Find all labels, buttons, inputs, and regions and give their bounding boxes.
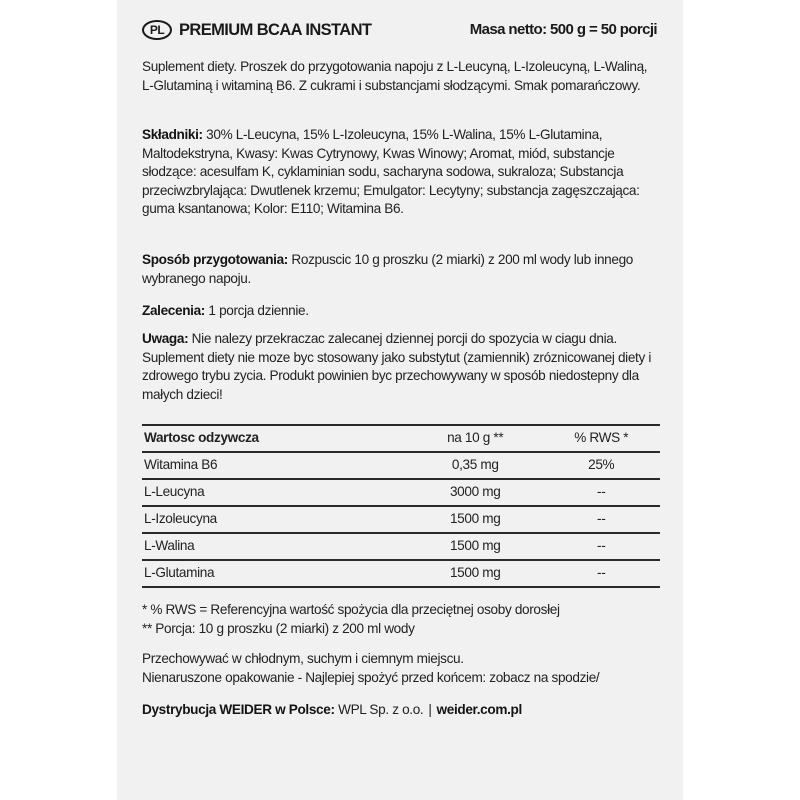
nutrient-amount: 3000 mg bbox=[408, 479, 542, 506]
table-header-row bbox=[142, 425, 660, 452]
nutrient-name: Witamina B6 bbox=[142, 452, 408, 479]
nutrient-rws: 25% bbox=[542, 452, 660, 479]
preparation-section bbox=[142, 251, 652, 288]
table-row bbox=[142, 533, 660, 560]
nutrient-amount: 1500 mg bbox=[408, 533, 542, 560]
website-link[interactable]: weider.com.pl bbox=[436, 702, 522, 717]
nutrient-name: L-Izoleucyna bbox=[142, 506, 408, 533]
net-mass: Masa netto: 500 g = 50 porcji bbox=[469, 21, 657, 38]
recommendation-label: Zalecenia: bbox=[142, 303, 205, 318]
warning-section bbox=[142, 330, 652, 404]
header-rws: % RWS * bbox=[542, 425, 660, 452]
country-badge-icon: PL bbox=[142, 20, 172, 40]
footnote-portion: ** Porcja: 10 g proszku (2 miarki) z 200 ml wody bbox=[142, 620, 415, 636]
table-row bbox=[142, 560, 660, 587]
preparation-label: Sposób przygotowania: bbox=[142, 252, 288, 267]
label-panel bbox=[117, 0, 683, 800]
nutrient-amount: 0,35 mg bbox=[408, 452, 542, 479]
storage-line-2: Nienaruszone opakowanie - Najlepiej spożyć przed końcem: zobacz na spodzie/ bbox=[142, 669, 600, 685]
distributor-company: WPL Sp. z o.o. bbox=[334, 702, 424, 717]
nutrient-name: L-Leucyna bbox=[142, 479, 408, 506]
nutrient-name: L-Glutamina bbox=[142, 560, 408, 587]
nutrient-amount: 1500 mg bbox=[408, 560, 542, 587]
ingredients-label: Składniki: bbox=[142, 127, 203, 142]
nutrient-name: L-Walina bbox=[142, 533, 408, 560]
preparation-text: Rozpuscic 10 g proszku (2 miarki) z 200 ml wody lub innego wybranego napoju. bbox=[142, 252, 634, 286]
footnote-rws: * % RWS = Referencyjna wartość spożycia dla przeciętnej osoby dorosłej bbox=[142, 602, 560, 617]
separator: | bbox=[428, 702, 432, 717]
distribution-info bbox=[142, 701, 652, 720]
header-nutrient: Wartosc odzywcza bbox=[142, 425, 408, 452]
nutrient-rws: -- bbox=[542, 533, 660, 560]
distribution-label: Dystrybucja WEIDER w Polsce: bbox=[142, 702, 335, 717]
product-title: PREMIUM BCAA INSTANT bbox=[179, 21, 372, 39]
recommendation-section bbox=[142, 302, 652, 321]
warning-text: Nie nalezy przekraczac zalecanej dziennej porcji do spozycia w ciagu dnia. Suplement diety nie moze byc stosowany jako substytut (zamiennik) zróznicowanej diety i zdrowego trybu zycia. Produkt powinien byc przechowywany w sposób niedostepny dla małych dzieci! bbox=[142, 331, 652, 402]
ingredients-text: 30% L-Leucyna, 15% L-Izoleucyna, 15% L-Walina, 15% L-Glutamina, Maltodekstryna, Kwasy: Kwas Cytrynowy, Kwas Winowy; Aromat, miód, substancje słodzące: acesulfam K, cyklaminian sodu, sacharyna sodowa, sukraloza; Substancja przeciwzbrylająca: Dwutlenek krzemu; Emulgator: Lecytyny; substancja zagęszczająca: guma ksantanowa; Kolor: E110; Witamina B6. bbox=[142, 127, 640, 216]
nutrient-rws: -- bbox=[542, 506, 660, 533]
nutrient-rws: -- bbox=[542, 560, 660, 587]
nutrient-rws: -- bbox=[542, 479, 660, 506]
label-header bbox=[142, 19, 660, 43]
table-row bbox=[142, 479, 660, 506]
warning-label: Uwaga: bbox=[142, 331, 189, 346]
header-amount: na 10 g ** bbox=[408, 425, 542, 452]
nutrition-table bbox=[142, 424, 660, 588]
table-row bbox=[142, 452, 660, 479]
ingredients-section bbox=[142, 126, 652, 219]
storage-info bbox=[142, 650, 652, 687]
storage-line-1: Przechowywać w chłodnym, suchym i ciemnym miejscu. bbox=[142, 651, 464, 666]
nutrient-amount: 1500 mg bbox=[408, 506, 542, 533]
recommendation-text: 1 porcja dziennie. bbox=[205, 303, 309, 318]
footnotes bbox=[142, 601, 652, 638]
table-row bbox=[142, 506, 660, 533]
intro-text: Suplement diety. Proszek do przygotowania napoju z L-Leucyną, L-Izoleucyną, L-Waliną, L-Glutaminą i witaminą B6. Z cukrami i substancjami słodzącymi. Smak pomarańczowy. bbox=[142, 59, 648, 93]
